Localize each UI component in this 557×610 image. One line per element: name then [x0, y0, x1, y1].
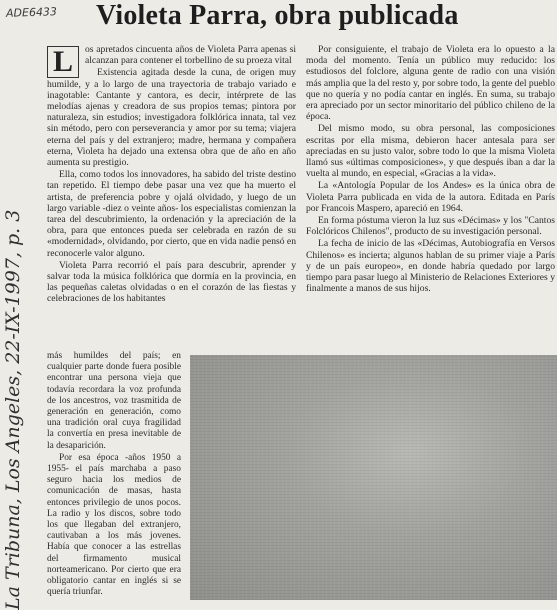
paragraph: Del mismo modo, su obra personal, las composiciones escritas por ella misma, debieron hacer antesala para ser apreciadas en su justo valor, sobre todo lo que la misma Violeta llamó sus «últimas composiciones», y que después iban a dar la vuelta al mundo, en especial, «Gracias a la vida». — [306, 123, 555, 180]
paragraph: más humildes del país; en cualquier parte donde fuera posible encontrar una persona vieja que todavía recordara la voz profunda de los ancestros, voz trasmitida de generación en generación, como una tradición oral cuya fragilidad la convertía en presa inevitable de la desaparición. — [47, 351, 181, 451]
article-headline: Violeta Parra, obra publicada — [96, 0, 459, 31]
paragraph: La fecha de inicio de las «Décimas, Autobiografía en Versos Chilenos» es incierta; algunos hablan de su primer viaje a París y de un país europeo», en donde habría quedado por largo tiempo para pasar luego al Ministerio de Relaciones Exteriores y finalmente a manos de sus hijos. — [306, 238, 555, 295]
archive-handwritten-code: ADE6433 — [5, 5, 58, 20]
paragraph: Existencia agitada desde la cuna, de origen muy humilde, y a lo largo de una trayectoria de trabajo variado e inagotable: Cantante y cantora, es decir, intérprete de las melodías ajenas y creadora de sus propios temas; pintora por naturaleza, sin estudios; investigadora folklórica innata, tal vez sin método, pero con perseverancia y amor por su tema; viajera eterna del país y del extranjero; madre, hermana y compañera eterna, Violeta ha dejado una extensa obra que de año en año aumenta su prestigio. — [47, 67, 296, 169]
paragraph: os apretados cincuenta años de Violeta Parra apenas si alcanzan para contener el torbellino de su proeza vital — [85, 44, 296, 67]
left-narrow-column — [47, 351, 181, 599]
paragraph: Ella, como todos los innovadores, ha sabido del triste destino tan repetido. El tiempo debe pasar una vez que ha muerto el artista, de preferencia pobre y ojalá olvidado, y luego de un largo variable -diez o veinte años- los especialistas comienzan la tarea del descubrimiento, la ordenación y la apreciación de la obra, para que entonces pueda ser celebrada en razón de su «modernidad», olvidando, por cierto, que en vida nadie pensó en reconocerle valor alguno. — [47, 169, 296, 259]
right-column — [306, 44, 555, 295]
paragraph: Por consiguiente, el trabajo de Violeta era lo opuesto a la moda del momento. Tenía un público muy reducido: los estudiosos del folclore, alguna gente de radio con una visión más amplia que la del resto y, por sobre todo, la gente del pueblo que no quería y no podía cantar en inglés. En suma, su trabajo era apreciado por un sector minoritario del público chileno de la época. — [306, 44, 556, 123]
paragraph: Violeta Parra recorrió el país para descubrir, aprender y salvar toda la música folklórica que dormía en la provincia, en las pequeñas caletas olvidadas o en el corazón de las fiestas y celebraciones de los habitantes — [47, 259, 296, 305]
handwritten-source-note: La Tribuna, Los Angeles, 22-IX-1997, p. 3 — [2, 209, 24, 610]
paragraph: Por esa época -años 1950 a 1955- el país marchaba a paso seguro hacia los medios de comunicación de masas, hasta entonces privilegio de unos pocos. La radio y los discos, sobre todo los que llegaban del extranjero, cautivaban a los más jovenes. Había que conocer a las estrellas del firmamento musical norteamericano. Por cierto que era obligatorio cantar en inglés si se quería triunfar. — [47, 452, 181, 598]
article-photo — [190, 355, 557, 600]
paragraph: La «Antología Popular de los Andes» es la única obra de Violeta Parra publicada en vida de la autora. Editada en París por Francois Maspero, apareció en 1964. — [306, 180, 555, 214]
left-column — [47, 44, 296, 306]
drop-cap: L — [47, 46, 79, 78]
paragraph: En forma póstuma vieron la luz sus «Décimas» y los "Cantos Folclóricos Chilenos", producto de su investigación personal. — [306, 215, 555, 238]
